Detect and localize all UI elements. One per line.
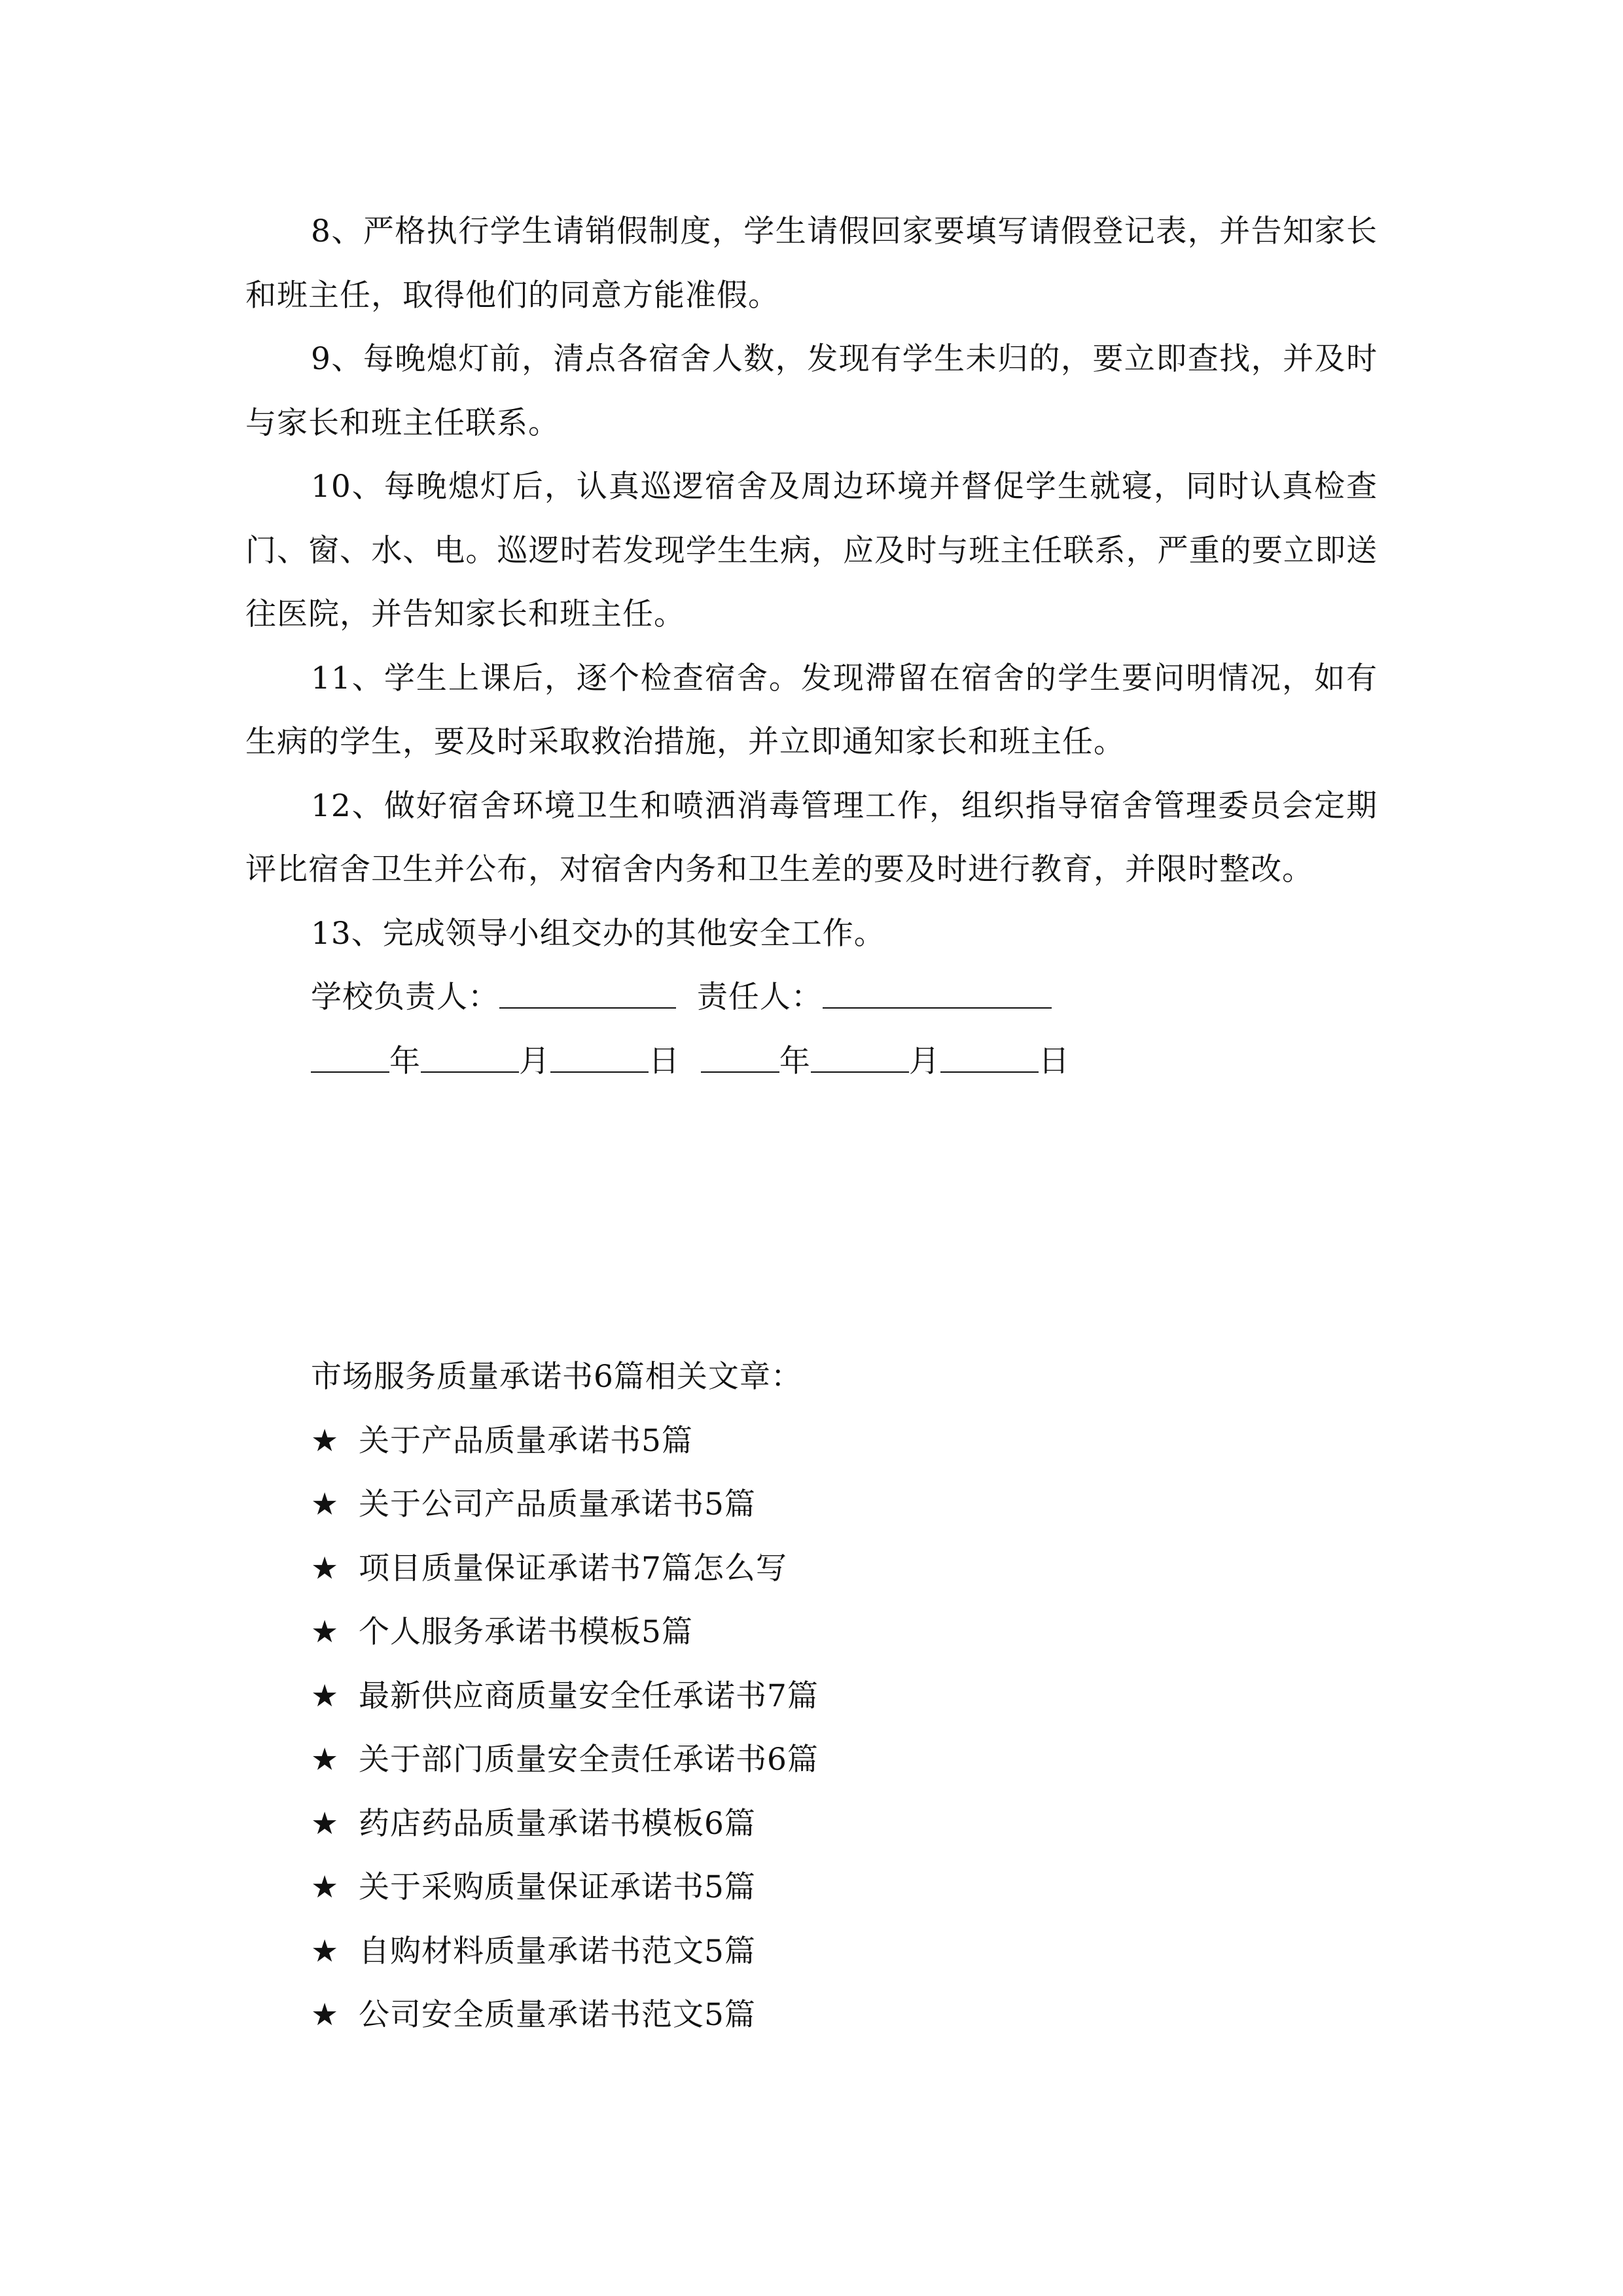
school-leader-blank — [499, 974, 676, 1009]
school-month-label: 月 — [519, 1043, 550, 1079]
responsible-person-label: 责任人： — [696, 979, 823, 1015]
related-article-link[interactable]: 关于产品质量承诺书5篇 — [359, 1422, 693, 1459]
related-articles-list — [311, 1409, 1358, 2047]
school-leader-label: 学校负责人： — [311, 979, 499, 1015]
paragraph-item-12: 12、做好宿舍环境卫生和喷洒消毒管理工作，组织指导宿舍管理委员会定期评比宿舍卫生并公布，对宿舍内务和卫生差的要及时进行教育，并限时整改。 — [245, 787, 1378, 888]
related-articles — [311, 1345, 1358, 2047]
related-article-item[interactable] — [311, 1856, 1358, 1920]
paragraph-item-10: 10、每晚熄灯后，认真巡逻宿舍及周边环境并督促学生就寝，同时认真检查门、窗、水、电。巡逻时若发现学生生病，应及时与班主任联系，严重的要立即送往医院，并告知家长和班主任。 — [245, 469, 1378, 632]
related-article-item[interactable] — [311, 1983, 1358, 2047]
paragraph-item-9: 9、每晚熄灯前，清点各宿舍人数，发现有学生未归的，要立即查找，并及时与家长和班主任联系。 — [245, 341, 1378, 441]
related-article-link[interactable]: 关于采购质量保证承诺书5篇 — [359, 1869, 756, 1905]
related-articles-heading: 市场服务质量承诺书6篇相关文章： — [311, 1359, 802, 1395]
school-month-blank — [421, 1037, 519, 1073]
related-article-item[interactable] — [311, 1473, 1358, 1537]
related-article-item[interactable] — [311, 1600, 1358, 1664]
star-icon: ★ — [311, 1422, 340, 1459]
document-body — [245, 200, 1378, 1093]
star-icon: ★ — [311, 1805, 340, 1842]
star-icon: ★ — [311, 1550, 340, 1587]
school-day-label: 日 — [649, 1043, 680, 1079]
responsible-person-blank — [823, 974, 1052, 1009]
star-icon: ★ — [311, 1933, 340, 1969]
related-article-link[interactable]: 最新供应商质量安全任承诺书7篇 — [359, 1677, 819, 1714]
paragraph-item-13: 13、完成领导小组交办的其他安全工作。 — [311, 915, 885, 952]
related-article-item[interactable] — [311, 1920, 1358, 1984]
signature-date-line — [245, 1030, 1378, 1094]
responsible-year-blank — [701, 1037, 779, 1073]
related-article-item[interactable] — [311, 1792, 1358, 1856]
paragraph-item-11: 11、学生上课后，逐个检查宿舍。发现滞留在宿舍的学生要问明情况，如有生病的学生，要及时采取救治措施，并立即通知家长和班主任。 — [245, 660, 1378, 760]
star-icon: ★ — [311, 1997, 340, 2033]
related-article-link[interactable]: 个人服务承诺书模板5篇 — [359, 1614, 693, 1650]
school-year-label: 年 — [389, 1043, 421, 1079]
responsible-year-label: 年 — [779, 1043, 811, 1079]
related-article-item[interactable] — [311, 1728, 1358, 1792]
related-article-link[interactable]: 关于部门质量安全责任承诺书6篇 — [359, 1742, 819, 1778]
school-day-blank — [550, 1037, 649, 1073]
responsible-day-label: 日 — [1038, 1043, 1070, 1079]
related-article-link[interactable]: 关于公司产品质量承诺书5篇 — [359, 1486, 756, 1522]
related-article-link[interactable]: 公司安全质量承诺书范文5篇 — [359, 1997, 756, 2033]
responsible-day-blank — [940, 1037, 1039, 1073]
related-article-item[interactable] — [311, 1664, 1358, 1729]
responsible-month-blank — [811, 1037, 909, 1073]
related-article-item[interactable] — [311, 1409, 1358, 1473]
school-year-blank — [311, 1037, 389, 1073]
star-icon: ★ — [311, 1486, 340, 1522]
signature-names-line — [245, 965, 1378, 1030]
star-icon: ★ — [311, 1869, 340, 1905]
related-article-item[interactable] — [311, 1537, 1358, 1601]
related-article-link[interactable]: 药店药品质量承诺书模板6篇 — [359, 1805, 756, 1842]
paragraph-item-8: 8、严格执行学生请销假制度，学生请假回家要填写请假登记表，并告知家长和班主任，取得他们的同意方能准假。 — [245, 213, 1378, 314]
star-icon: ★ — [311, 1614, 340, 1650]
related-article-link[interactable]: 项目质量保证承诺书7篇怎么写 — [359, 1550, 787, 1587]
responsible-month-label: 月 — [908, 1043, 940, 1079]
star-icon: ★ — [311, 1677, 340, 1714]
star-icon: ★ — [311, 1742, 340, 1778]
related-article-link[interactable]: 自购材料质量承诺书范文5篇 — [359, 1933, 756, 1969]
